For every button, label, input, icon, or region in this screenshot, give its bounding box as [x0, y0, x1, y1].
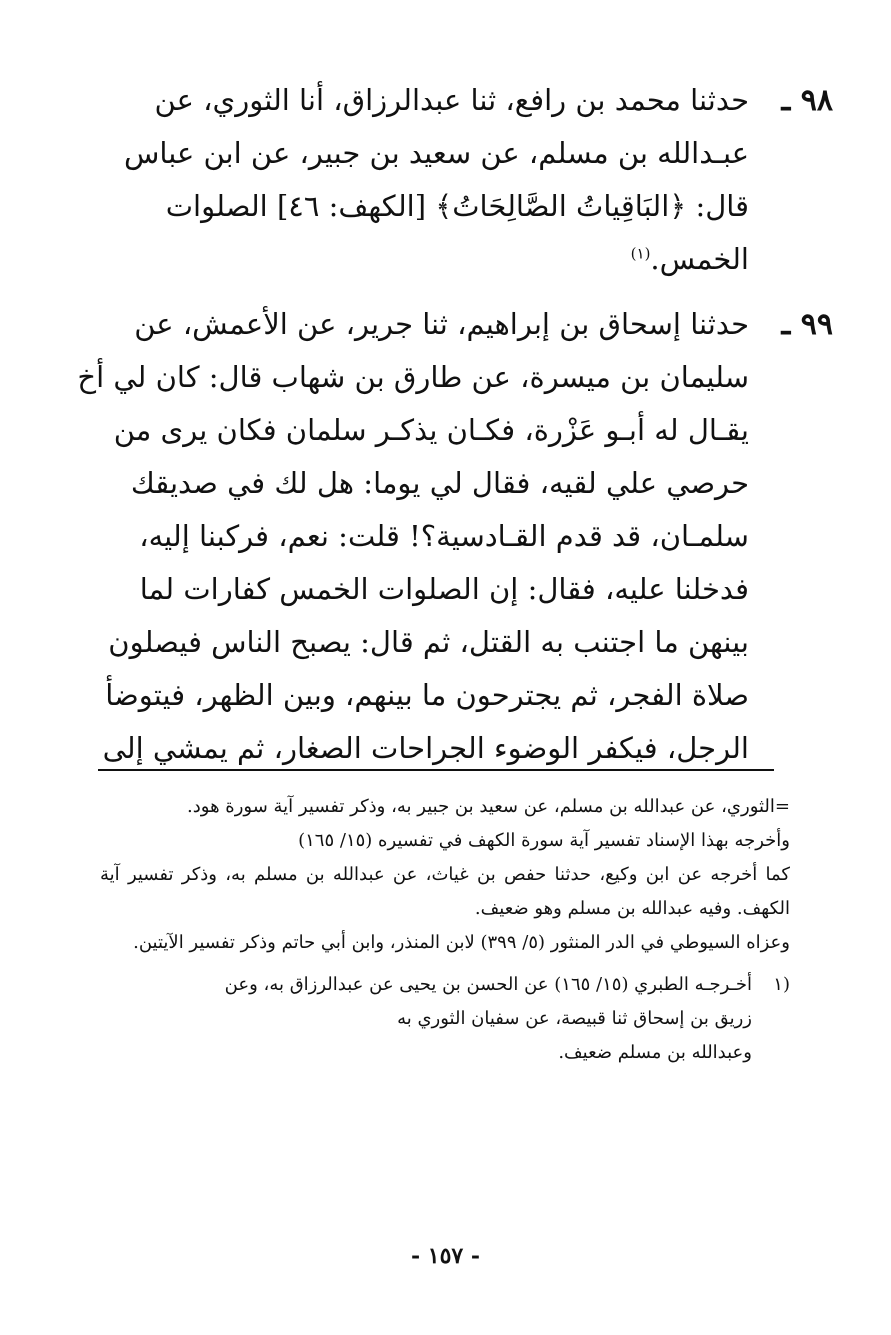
entry-text — [73, 298, 749, 775]
entry-number: ٩٩ ـ — [781, 307, 833, 342]
footnote-body — [100, 968, 752, 1070]
hadith-entry-99 — [73, 298, 833, 775]
text-line: فدخلنا عليه، فقال: إن الصلوات الخمس كفارات لما — [139, 572, 749, 606]
footnote-reference[interactable]: (١) — [630, 244, 651, 263]
text-line-end: الخمس. — [650, 242, 749, 276]
footnotes — [100, 790, 790, 1070]
text-line: حدثنا محمد بن رافع، ثنا عبدالرزاق، أنا الثوري، عن — [154, 83, 749, 117]
text-line — [73, 233, 749, 286]
entry-text — [73, 74, 749, 286]
text-line: يقـال له أبـو عَزْرة، فكـان يذكـر سلمان فكان يرى من — [113, 413, 749, 447]
hadith-entry-98 — [73, 74, 833, 286]
text-line: عبـدالله بن مسلم، عن سعيد بن جبير، عن ابن عباس — [123, 136, 749, 170]
footnote-continuation: =الثوري، عن عبدالله بن مسلم، عن سعيد بن جبير به، وذكر تفسير آية سورة هود. — [187, 796, 790, 817]
footnote-continuation: وعزاه السيوطي في الدر المنثور (٥/ ٣٩٩) لابن المنذر، وابن أبي حاتم وذكر تفسير الآيتين. — [133, 932, 790, 953]
footnote-continuation: وأخرجه بهذا الإسناد تفسير آية سورة الكهف في تفسيره (١٥/ ١٦٥) — [298, 830, 790, 851]
footnote-line: وعبدالله بن مسلم ضعيف. — [558, 1042, 752, 1063]
text-line: حدثنا إسحاق بن إبراهيم، ثنا جرير، عن الأعمش، عن — [134, 307, 749, 341]
footnote-divider — [98, 769, 774, 771]
main-text — [73, 74, 833, 775]
text-line: قال: ﴿البَاقِياتُ الصَّالِحَاتُ﴾ [الكهف: ٤٦] الصلوات — [165, 189, 749, 223]
footnote-1 — [100, 968, 790, 1070]
page-number: - ١٥٧ - — [410, 1243, 481, 1269]
footnote-line: أخـرجـه الطبري (١٥/ ١٦٥) عن الحسن بن يحيى عن عبدالرزاق به، وعن — [224, 974, 752, 995]
footnote-continuation: كما أخرجه عن ابن وكيع، حدثنا حفص بن غياث، عن عبدالله بن مسلم به، وذكر تفسير آية الكهف. وفيه عبدالله بن مسلم وهو ضعيف. — [100, 864, 790, 919]
footnote-line: زريق بن إسحاق ثنا قبيصة، عن سفيان الثوري به — [397, 1008, 752, 1029]
text-line: الرجل، فيكفر الوضوء الجراحات الصغار، ثم يمشي إلى — [102, 731, 749, 765]
entry-number: ٩٨ ـ — [781, 83, 833, 118]
text-line: سلمـان، قد قدم القـادسية؟! قلت: نعم، فركبنا إليه، — [139, 519, 749, 553]
text-line: صلاة الفجر، ثم يجترحون ما بينهم، وبين الظهر، فيتوضأ — [105, 678, 749, 712]
text-line: حرصي علي لقيه، فقال لي يوما: هل لك في صديقك — [130, 466, 749, 500]
text-line: بينهن ما اجتنب به القتل، ثم قال: يصبح الناس فيصلون — [108, 625, 749, 659]
footnote-number: (١ — [773, 974, 790, 995]
text-line: سليمان بن ميسرة، عن طارق بن شهاب قال: كان لي أخ — [77, 360, 749, 394]
